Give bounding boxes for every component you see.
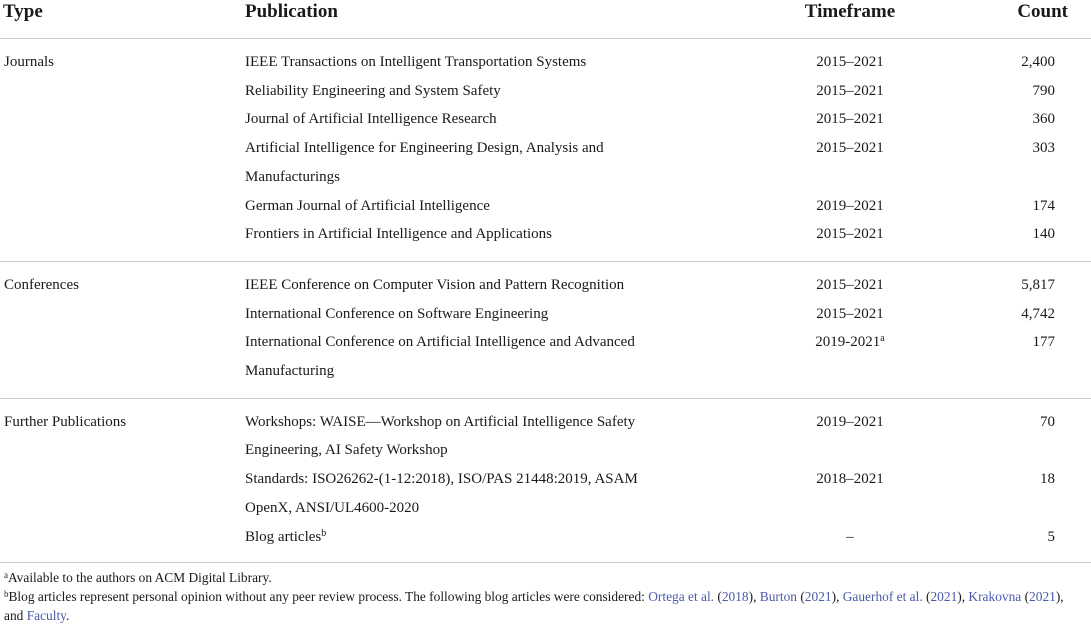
- citation-link-gauerhof[interactable]: Gauerhof et al.: [842, 589, 923, 604]
- table-row: [0, 398, 1091, 465]
- publication-cell: [245, 398, 765, 465]
- footnotes: [4, 568, 1086, 625]
- publication-line: International Conference on Artificial Intelligence and Advanced: [245, 334, 635, 351]
- publication-line: Workshops: WAISE—Workshop on Artificial Intelligence Safety: [245, 413, 636, 430]
- footnote-b-conjunction: and: [4, 608, 24, 623]
- footnote-b-text: Blog articles represent personal opinion without any peer review process. The following blog articles were considered:: [8, 589, 649, 604]
- count-cell: 360: [1032, 111, 1055, 128]
- table-row: [0, 261, 1091, 299]
- timeframe-value: 2019-2021: [815, 334, 881, 351]
- timeframe-cell: 2015–2021: [816, 111, 884, 128]
- publication-cell: IEEE Transactions on Intelligent Transportation Systems: [245, 54, 587, 70]
- count-cell: 4,742: [1021, 305, 1055, 322]
- table-row: [0, 465, 1091, 522]
- publication-cell: [245, 328, 765, 398]
- table-header-row: [0, 0, 1091, 39]
- table-row: [0, 300, 1091, 329]
- table-bottom-rule: [0, 562, 1091, 563]
- footnote-a-marker: a: [4, 570, 8, 580]
- publication-cell: Reliability Engineering and System Safety: [245, 82, 501, 99]
- footnote-marker-a: a: [880, 333, 885, 345]
- timeframe-cell: 2018–2021: [816, 471, 884, 488]
- timeframe-cell: 2019–2021: [765, 398, 935, 465]
- publication-line: Manufacturing: [245, 363, 335, 380]
- timeframe-cell: 2015–2021: [816, 82, 884, 99]
- table-row: [0, 220, 1091, 261]
- citation-year-krakovna[interactable]: 2021: [1029, 589, 1056, 604]
- timeframe-cell: 2015–2021: [816, 305, 884, 322]
- publication-cell: Frontiers in Artificial Intelligence and Applications: [245, 226, 553, 243]
- timeframe-cell: [765, 328, 935, 398]
- count-cell: 18: [1040, 471, 1055, 488]
- table-row: [0, 192, 1091, 221]
- count-cell: 70: [935, 398, 1091, 465]
- table-row: [0, 134, 1091, 191]
- timeframe-cell: 2019–2021: [816, 197, 884, 214]
- count-cell: 5: [1047, 528, 1055, 545]
- publication-cell: German Journal of Artificial Intelligence: [245, 197, 490, 214]
- publication-cell: [245, 465, 765, 522]
- citation-link-faculty[interactable]: Faculty: [26, 608, 66, 623]
- citation-year-burton[interactable]: 2021: [804, 589, 832, 604]
- citation-link-ortega[interactable]: Ortega et al.: [648, 589, 715, 604]
- count-cell: 2,400: [1021, 54, 1055, 70]
- publication-cell: [245, 523, 765, 552]
- table-row: [0, 77, 1091, 106]
- publication-line: Standards: ISO26262-(1-12:2018), ISO/PAS 21448:2019, ASAM: [245, 471, 638, 488]
- publication-line: Artificial Intelligence for Engineering Design, Analysis and: [245, 140, 604, 157]
- timeframe-cell: 2015–2021: [816, 140, 884, 157]
- count-cell: 140: [1032, 226, 1055, 243]
- table-row: [0, 105, 1091, 134]
- header-type: Type: [0, 0, 245, 39]
- count-cell: 303: [1032, 140, 1055, 157]
- citation-year-ortega[interactable]: 2018: [721, 589, 749, 604]
- header-count: Count: [935, 0, 1091, 39]
- citation-link-burton[interactable]: Burton: [759, 589, 797, 604]
- table-row: [0, 328, 1091, 398]
- footnote-b: $^b$Blog articles represent personal opinion without any peer review process. The following blog articles were considered: Ortega et al. (2018), Burton (2021), Gauerhof et al. (2021), Krakovna (2021), and Faculty.: [4, 589, 1064, 623]
- count-cell: 174: [1032, 197, 1055, 214]
- table-row: [0, 523, 1091, 552]
- publication-cell: [245, 134, 765, 191]
- citation-year-gauerhof[interactable]: 2021: [930, 589, 958, 604]
- footnote-b-marker: b: [4, 589, 9, 599]
- group-label-further-publications: Further Publications: [0, 398, 245, 465]
- footnote-marker-b: b: [321, 527, 327, 539]
- citation-link-krakovna[interactable]: Krakovna: [968, 589, 1022, 604]
- count-cell: 5,817: [935, 261, 1091, 299]
- footnote-b-end: .: [66, 608, 70, 623]
- timeframe-cell: 2015–2021: [816, 54, 884, 70]
- count-cell: 177: [1032, 334, 1055, 351]
- header-publication: Publication: [245, 0, 765, 39]
- footnote-a-text: Available to the authors on ACM Digital Library.: [8, 570, 272, 585]
- publication-line: OpenX, ANSI/UL4600-2020: [245, 499, 420, 516]
- timeframe-cell: –: [846, 528, 854, 545]
- publication-line: Manufacturings: [245, 168, 340, 185]
- table-row: [0, 39, 1091, 77]
- count-cell: 790: [1032, 82, 1055, 99]
- header-timeframe: Timeframe: [765, 0, 935, 39]
- group-label-journals: Journals: [4, 54, 54, 70]
- publication-cell: Journal of Artificial Intelligence Research: [245, 111, 497, 128]
- timeframe-cell: 2015–2021: [765, 261, 935, 299]
- timeframe-cell: 2015–2021: [816, 226, 884, 243]
- footnote-a: [4, 568, 1086, 587]
- publication-cell: International Conference on Software Engineering: [245, 305, 549, 322]
- publication-value: Blog articles: [245, 528, 322, 545]
- group-label-conferences: Conferences: [0, 261, 245, 299]
- publication-cell: IEEE Conference on Computer Vision and Pattern Recognition: [245, 261, 765, 299]
- publication-line: Engineering, AI Safety Workshop: [245, 442, 448, 459]
